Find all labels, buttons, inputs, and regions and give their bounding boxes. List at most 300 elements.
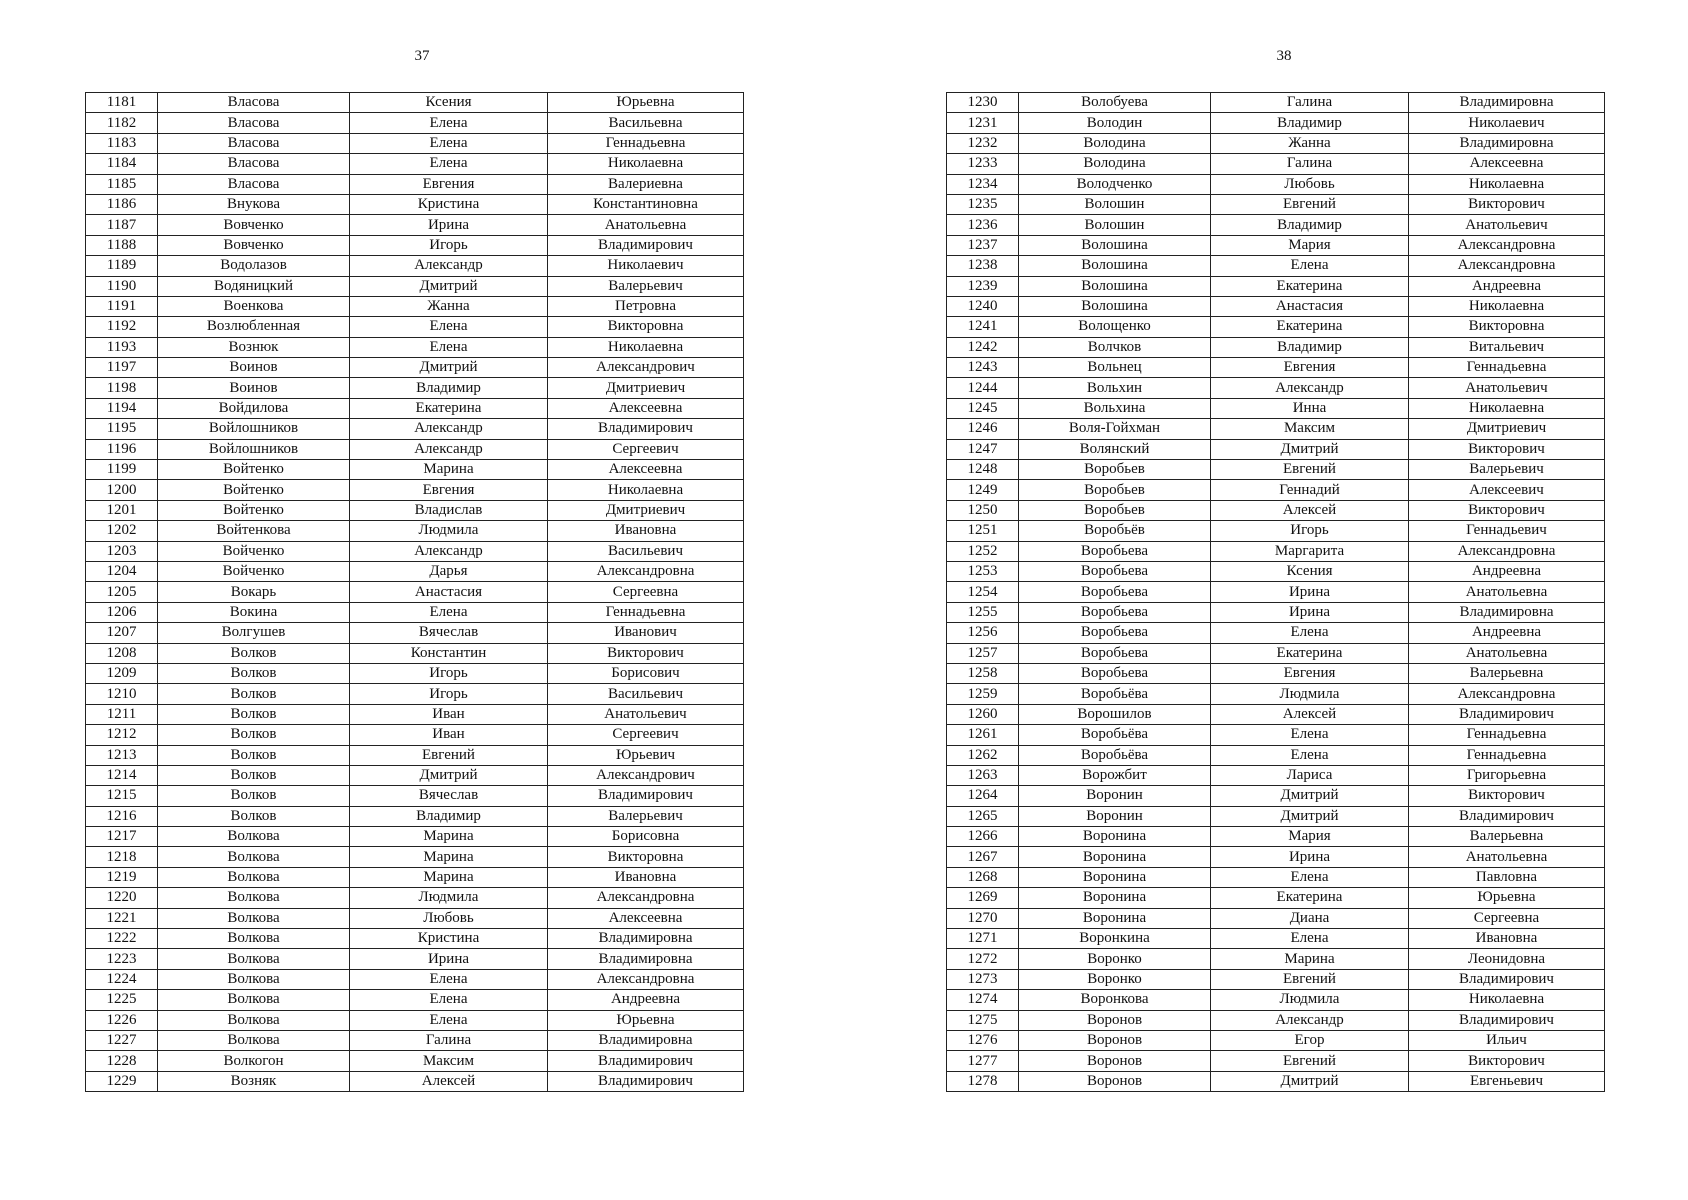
row-number-cell: 1248 — [947, 460, 1019, 480]
row-number-cell: 1226 — [86, 1010, 158, 1030]
last-name-cell: Волков — [158, 765, 350, 785]
first-name-cell: Дмитрий — [350, 276, 548, 296]
last-name-cell: Волкова — [158, 847, 350, 867]
patronymic-cell: Дмитриевич — [548, 500, 744, 520]
table-row — [947, 358, 1605, 378]
patronymic-cell: Валерьевич — [1409, 460, 1605, 480]
table-row — [947, 663, 1605, 683]
table-row — [86, 480, 744, 500]
first-name-cell: Жанна — [350, 296, 548, 316]
last-name-cell: Волкова — [158, 990, 350, 1010]
last-name-cell: Воронина — [1019, 847, 1211, 867]
row-number-cell: 1273 — [947, 969, 1019, 989]
first-name-cell: Владимир — [1211, 337, 1409, 357]
first-name-cell: Галина — [350, 1030, 548, 1050]
last-name-cell: Волкова — [158, 867, 350, 887]
row-number-cell: 1193 — [86, 337, 158, 357]
patronymic-cell: Владимировна — [1409, 93, 1605, 113]
row-number-cell: 1261 — [947, 725, 1019, 745]
row-number-cell: 1278 — [947, 1071, 1019, 1091]
table-row — [86, 929, 744, 949]
first-name-cell: Елена — [350, 113, 548, 133]
first-name-cell: Екатерина — [1211, 643, 1409, 663]
first-name-cell: Ирина — [350, 949, 548, 969]
table-row — [86, 806, 744, 826]
table-row — [86, 174, 744, 194]
first-name-cell: Маргарита — [1211, 541, 1409, 561]
table-row — [86, 154, 744, 174]
last-name-cell: Волков — [158, 684, 350, 704]
patronymic-cell: Геннадьевна — [548, 133, 744, 153]
row-number-cell: 1265 — [947, 806, 1019, 826]
last-name-cell: Воронин — [1019, 806, 1211, 826]
row-number-cell: 1206 — [86, 602, 158, 622]
row-number-cell: 1224 — [86, 969, 158, 989]
row-number-cell: 1276 — [947, 1030, 1019, 1050]
table-row — [86, 215, 744, 235]
last-name-cell: Воля-Гойхман — [1019, 419, 1211, 439]
patronymic-cell: Викторович — [548, 643, 744, 663]
row-number-cell: 1183 — [86, 133, 158, 153]
last-name-cell: Вольнец — [1019, 358, 1211, 378]
row-number-cell: 1267 — [947, 847, 1019, 867]
row-number-cell: 1223 — [86, 949, 158, 969]
patronymic-cell: Васильевна — [548, 113, 744, 133]
row-number-cell: 1191 — [86, 296, 158, 316]
patronymic-cell: Андреевна — [1409, 561, 1605, 581]
table-row — [947, 908, 1605, 928]
table-row — [86, 398, 744, 418]
patronymic-cell: Юрьевич — [548, 745, 744, 765]
last-name-cell: Воронко — [1019, 949, 1211, 969]
first-name-cell: Дмитрий — [350, 765, 548, 785]
row-number-cell: 1230 — [947, 93, 1019, 113]
last-name-cell: Воробьева — [1019, 582, 1211, 602]
patronymic-cell: Алексеевна — [1409, 154, 1605, 174]
first-name-cell: Елена — [350, 1010, 548, 1030]
first-name-cell: Елена — [350, 969, 548, 989]
table-row — [86, 949, 744, 969]
row-number-cell: 1257 — [947, 643, 1019, 663]
last-name-cell: Внукова — [158, 194, 350, 214]
last-name-cell: Воронина — [1019, 867, 1211, 887]
last-name-cell: Воинов — [158, 358, 350, 378]
last-name-cell: Волков — [158, 704, 350, 724]
patronymic-cell: Николаевна — [1409, 990, 1605, 1010]
table-row — [86, 684, 744, 704]
first-name-cell: Екатерина — [1211, 888, 1409, 908]
table-row — [947, 439, 1605, 459]
row-number-cell: 1264 — [947, 786, 1019, 806]
patronymic-cell: Викторович — [1409, 500, 1605, 520]
table-row — [947, 215, 1605, 235]
patronymic-cell: Дмитриевич — [548, 378, 744, 398]
last-name-cell: Волошин — [1019, 194, 1211, 214]
first-name-cell: Ксения — [350, 93, 548, 113]
first-name-cell: Евгения — [1211, 663, 1409, 683]
table-row — [86, 460, 744, 480]
first-name-cell: Елена — [1211, 929, 1409, 949]
row-number-cell: 1213 — [86, 745, 158, 765]
last-name-cell: Воронко — [1019, 969, 1211, 989]
last-name-cell: Волошин — [1019, 215, 1211, 235]
patronymic-cell: Анатольевна — [1409, 582, 1605, 602]
table-row — [86, 582, 744, 602]
patronymic-cell: Витальевич — [1409, 337, 1605, 357]
row-number-cell: 1208 — [86, 643, 158, 663]
patronymic-cell: Ивановна — [1409, 929, 1605, 949]
table-row — [86, 908, 744, 928]
row-number-cell: 1262 — [947, 745, 1019, 765]
table-row — [947, 337, 1605, 357]
row-number-cell: 1221 — [86, 908, 158, 928]
table-row — [947, 93, 1605, 113]
row-number-cell: 1181 — [86, 93, 158, 113]
table-row — [947, 1051, 1605, 1071]
last-name-cell: Волкова — [158, 1030, 350, 1050]
table-row — [947, 521, 1605, 541]
patronymic-cell: Викторович — [1409, 1051, 1605, 1071]
patronymic-cell: Александрович — [548, 358, 744, 378]
row-number-cell: 1209 — [86, 663, 158, 683]
last-name-cell: Вознюк — [158, 337, 350, 357]
patronymic-cell: Владимирович — [548, 235, 744, 255]
table-row — [86, 113, 744, 133]
patronymic-cell: Ильич — [1409, 1030, 1605, 1050]
row-number-cell: 1252 — [947, 541, 1019, 561]
row-number-cell: 1189 — [86, 256, 158, 276]
patronymic-cell: Викторович — [1409, 439, 1605, 459]
patronymic-cell: Владимирович — [1409, 1010, 1605, 1030]
row-number-cell: 1184 — [86, 154, 158, 174]
first-name-cell: Владимир — [1211, 113, 1409, 133]
table-row — [947, 256, 1605, 276]
last-name-cell: Волкова — [158, 827, 350, 847]
patronymic-cell: Владимирович — [548, 786, 744, 806]
row-number-cell: 1194 — [86, 398, 158, 418]
table-row — [947, 174, 1605, 194]
patronymic-cell: Александровна — [1409, 541, 1605, 561]
patronymic-cell: Анатольевна — [548, 215, 744, 235]
patronymic-cell: Владимирович — [548, 419, 744, 439]
last-name-cell: Водолазов — [158, 256, 350, 276]
last-name-cell: Войтенко — [158, 460, 350, 480]
row-number-cell: 1245 — [947, 398, 1019, 418]
row-number-cell: 1215 — [86, 786, 158, 806]
row-number-cell: 1258 — [947, 663, 1019, 683]
patronymic-cell: Владимирович — [1409, 704, 1605, 724]
patronymic-cell: Андреевна — [1409, 623, 1605, 643]
first-name-cell: Александр — [1211, 1010, 1409, 1030]
last-name-cell: Военкова — [158, 296, 350, 316]
row-number-cell: 1275 — [947, 1010, 1019, 1030]
table-row — [947, 1071, 1605, 1091]
first-name-cell: Жанна — [1211, 133, 1409, 153]
table-row — [947, 317, 1605, 337]
last-name-cell: Войдилова — [158, 398, 350, 418]
row-number-cell: 1277 — [947, 1051, 1019, 1071]
row-number-cell: 1232 — [947, 133, 1019, 153]
first-name-cell: Максим — [1211, 419, 1409, 439]
patronymic-cell: Юрьевна — [548, 93, 744, 113]
first-name-cell: Евгений — [1211, 460, 1409, 480]
table-row — [947, 541, 1605, 561]
patronymic-cell: Александровна — [1409, 256, 1605, 276]
first-name-cell: Галина — [1211, 93, 1409, 113]
last-name-cell: Волков — [158, 806, 350, 826]
row-number-cell: 1216 — [86, 806, 158, 826]
first-name-cell: Людмила — [350, 888, 548, 908]
row-number-cell: 1225 — [86, 990, 158, 1010]
patronymic-cell: Васильевич — [548, 541, 744, 561]
first-name-cell: Дмитрий — [1211, 439, 1409, 459]
last-name-cell: Возняк — [158, 1071, 350, 1091]
row-number-cell: 1271 — [947, 929, 1019, 949]
last-name-cell: Воробьёв — [1019, 521, 1211, 541]
patronymic-cell: Григорьевна — [1409, 765, 1605, 785]
first-name-cell: Анастасия — [1211, 296, 1409, 316]
last-name-cell: Воронин — [1019, 786, 1211, 806]
table-row — [86, 541, 744, 561]
first-name-cell: Марина — [350, 867, 548, 887]
table-row — [947, 745, 1605, 765]
row-number-cell: 1249 — [947, 480, 1019, 500]
last-name-cell: Возлюбленная — [158, 317, 350, 337]
row-number-cell: 1244 — [947, 378, 1019, 398]
first-name-cell: Мария — [1211, 827, 1409, 847]
row-number-cell: 1240 — [947, 296, 1019, 316]
patronymic-cell: Андреевна — [548, 990, 744, 1010]
row-number-cell: 1219 — [86, 867, 158, 887]
patronymic-cell: Викторович — [1409, 786, 1605, 806]
first-name-cell: Евгений — [1211, 194, 1409, 214]
first-name-cell: Инна — [1211, 398, 1409, 418]
table-row — [86, 296, 744, 316]
last-name-cell: Воробьев — [1019, 460, 1211, 480]
row-number-cell: 1260 — [947, 704, 1019, 724]
table-row — [86, 1071, 744, 1091]
last-name-cell: Володченко — [1019, 174, 1211, 194]
last-name-cell: Волкогон — [158, 1051, 350, 1071]
first-name-cell: Елена — [350, 317, 548, 337]
row-number-cell: 1201 — [86, 500, 158, 520]
first-name-cell: Любовь — [350, 908, 548, 928]
patronymic-cell: Леонидовна — [1409, 949, 1605, 969]
register-table-left — [85, 92, 744, 1092]
first-name-cell: Игорь — [350, 684, 548, 704]
first-name-cell: Елена — [1211, 867, 1409, 887]
patronymic-cell: Юрьевна — [548, 1010, 744, 1030]
row-number-cell: 1227 — [86, 1030, 158, 1050]
row-number-cell: 1266 — [947, 827, 1019, 847]
row-number-cell: 1214 — [86, 765, 158, 785]
last-name-cell: Волков — [158, 786, 350, 806]
patronymic-cell: Валерьевич — [548, 276, 744, 296]
patronymic-cell: Владимирович — [1409, 806, 1605, 826]
first-name-cell: Игорь — [350, 663, 548, 683]
table-row — [947, 990, 1605, 1010]
patronymic-cell: Викторович — [1409, 194, 1605, 214]
patronymic-cell: Николаевна — [548, 154, 744, 174]
patronymic-cell: Николаевна — [1409, 296, 1605, 316]
row-number-cell: 1190 — [86, 276, 158, 296]
first-name-cell: Дмитрий — [350, 358, 548, 378]
table-row — [947, 235, 1605, 255]
table-row — [947, 296, 1605, 316]
table-row — [86, 888, 744, 908]
table-row — [947, 806, 1605, 826]
last-name-cell: Власова — [158, 93, 350, 113]
first-name-cell: Владислав — [350, 500, 548, 520]
row-number-cell: 1204 — [86, 561, 158, 581]
first-name-cell: Егор — [1211, 1030, 1409, 1050]
last-name-cell: Войтенко — [158, 480, 350, 500]
first-name-cell: Екатерина — [1211, 276, 1409, 296]
row-number-cell: 1234 — [947, 174, 1019, 194]
patronymic-cell: Алексеевна — [548, 398, 744, 418]
table-row — [86, 93, 744, 113]
table-row — [86, 990, 744, 1010]
table-row — [947, 827, 1605, 847]
patronymic-cell: Владимировна — [1409, 602, 1605, 622]
last-name-cell: Волкова — [158, 888, 350, 908]
row-number-cell: 1186 — [86, 194, 158, 214]
last-name-cell: Воробьев — [1019, 480, 1211, 500]
last-name-cell: Волков — [158, 663, 350, 683]
row-number-cell: 1231 — [947, 113, 1019, 133]
first-name-cell: Александр — [1211, 378, 1409, 398]
table-row — [86, 276, 744, 296]
last-name-cell: Володина — [1019, 133, 1211, 153]
table-row — [947, 460, 1605, 480]
first-name-cell: Дмитрий — [1211, 806, 1409, 826]
row-number-cell: 1255 — [947, 602, 1019, 622]
row-number-cell: 1202 — [86, 521, 158, 541]
patronymic-cell: Геннадьевна — [1409, 725, 1605, 745]
table-row — [86, 602, 744, 622]
first-name-cell: Елена — [350, 133, 548, 153]
last-name-cell: Вольхина — [1019, 398, 1211, 418]
first-name-cell: Игорь — [350, 235, 548, 255]
patronymic-cell: Александрович — [548, 765, 744, 785]
last-name-cell: Власова — [158, 154, 350, 174]
table-row — [947, 786, 1605, 806]
table-row — [947, 949, 1605, 969]
table-row — [947, 765, 1605, 785]
last-name-cell: Войченко — [158, 561, 350, 581]
last-name-cell: Воробьева — [1019, 663, 1211, 683]
row-number-cell: 1274 — [947, 990, 1019, 1010]
table-row — [86, 358, 744, 378]
patronymic-cell: Николаевна — [1409, 174, 1605, 194]
row-number-cell: 1188 — [86, 235, 158, 255]
patronymic-cell: Сергеевна — [548, 582, 744, 602]
table-row — [947, 867, 1605, 887]
patronymic-cell: Геннадьевна — [548, 602, 744, 622]
row-number-cell: 1233 — [947, 154, 1019, 174]
last-name-cell: Волошина — [1019, 235, 1211, 255]
first-name-cell: Анастасия — [350, 582, 548, 602]
row-number-cell: 1217 — [86, 827, 158, 847]
row-number-cell: 1199 — [86, 460, 158, 480]
patronymic-cell: Сергеевич — [548, 439, 744, 459]
last-name-cell: Волкова — [158, 969, 350, 989]
last-name-cell: Войтенко — [158, 500, 350, 520]
first-name-cell: Дмитрий — [1211, 1071, 1409, 1091]
row-number-cell: 1259 — [947, 684, 1019, 704]
table-row — [86, 194, 744, 214]
patronymic-cell: Владимирович — [548, 1051, 744, 1071]
table-row — [947, 1010, 1605, 1030]
table-row — [947, 704, 1605, 724]
first-name-cell: Владимир — [1211, 215, 1409, 235]
last-name-cell: Воробьева — [1019, 561, 1211, 581]
table-row — [947, 500, 1605, 520]
table-row — [86, 827, 744, 847]
first-name-cell: Елена — [1211, 745, 1409, 765]
last-name-cell: Вовченко — [158, 235, 350, 255]
table-row — [86, 847, 744, 867]
table-row — [947, 561, 1605, 581]
first-name-cell: Дарья — [350, 561, 548, 581]
first-name-cell: Ирина — [350, 215, 548, 235]
first-name-cell: Евгения — [350, 174, 548, 194]
row-number-cell: 1238 — [947, 256, 1019, 276]
first-name-cell: Кристина — [350, 929, 548, 949]
patronymic-cell: Александровна — [1409, 684, 1605, 704]
table-row — [86, 561, 744, 581]
first-name-cell: Александр — [350, 541, 548, 561]
first-name-cell: Марина — [350, 460, 548, 480]
first-name-cell: Иван — [350, 704, 548, 724]
last-name-cell: Волобуева — [1019, 93, 1211, 113]
first-name-cell: Екатерина — [350, 398, 548, 418]
patronymic-cell: Анатольевич — [1409, 378, 1605, 398]
first-name-cell: Александр — [350, 256, 548, 276]
first-name-cell: Евгения — [1211, 358, 1409, 378]
row-number-cell: 1272 — [947, 949, 1019, 969]
table-row — [947, 378, 1605, 398]
row-number-cell: 1269 — [947, 888, 1019, 908]
page-number-left: 37 — [414, 48, 430, 64]
last-name-cell: Войлошников — [158, 419, 350, 439]
table-row — [86, 725, 744, 745]
patronymic-cell: Владимировна — [1409, 133, 1605, 153]
first-name-cell: Евгения — [350, 480, 548, 500]
table-row — [86, 521, 744, 541]
last-name-cell: Вокина — [158, 602, 350, 622]
row-number-cell: 1236 — [947, 215, 1019, 235]
table-row — [947, 398, 1605, 418]
patronymic-cell: Николаевна — [1409, 398, 1605, 418]
table-row — [947, 684, 1605, 704]
table-row — [947, 194, 1605, 214]
first-name-cell: Марина — [1211, 949, 1409, 969]
patronymic-cell: Анатольевич — [548, 704, 744, 724]
first-name-cell: Алексей — [1211, 704, 1409, 724]
last-name-cell: Волошина — [1019, 276, 1211, 296]
table-row — [947, 133, 1605, 153]
first-name-cell: Людмила — [350, 521, 548, 541]
table-row — [947, 725, 1605, 745]
table-row — [947, 419, 1605, 439]
row-number-cell: 1247 — [947, 439, 1019, 459]
table-row — [947, 113, 1605, 133]
last-name-cell: Воронкова — [1019, 990, 1211, 1010]
last-name-cell: Власова — [158, 174, 350, 194]
last-name-cell: Вольхин — [1019, 378, 1211, 398]
row-number-cell: 1182 — [86, 113, 158, 133]
